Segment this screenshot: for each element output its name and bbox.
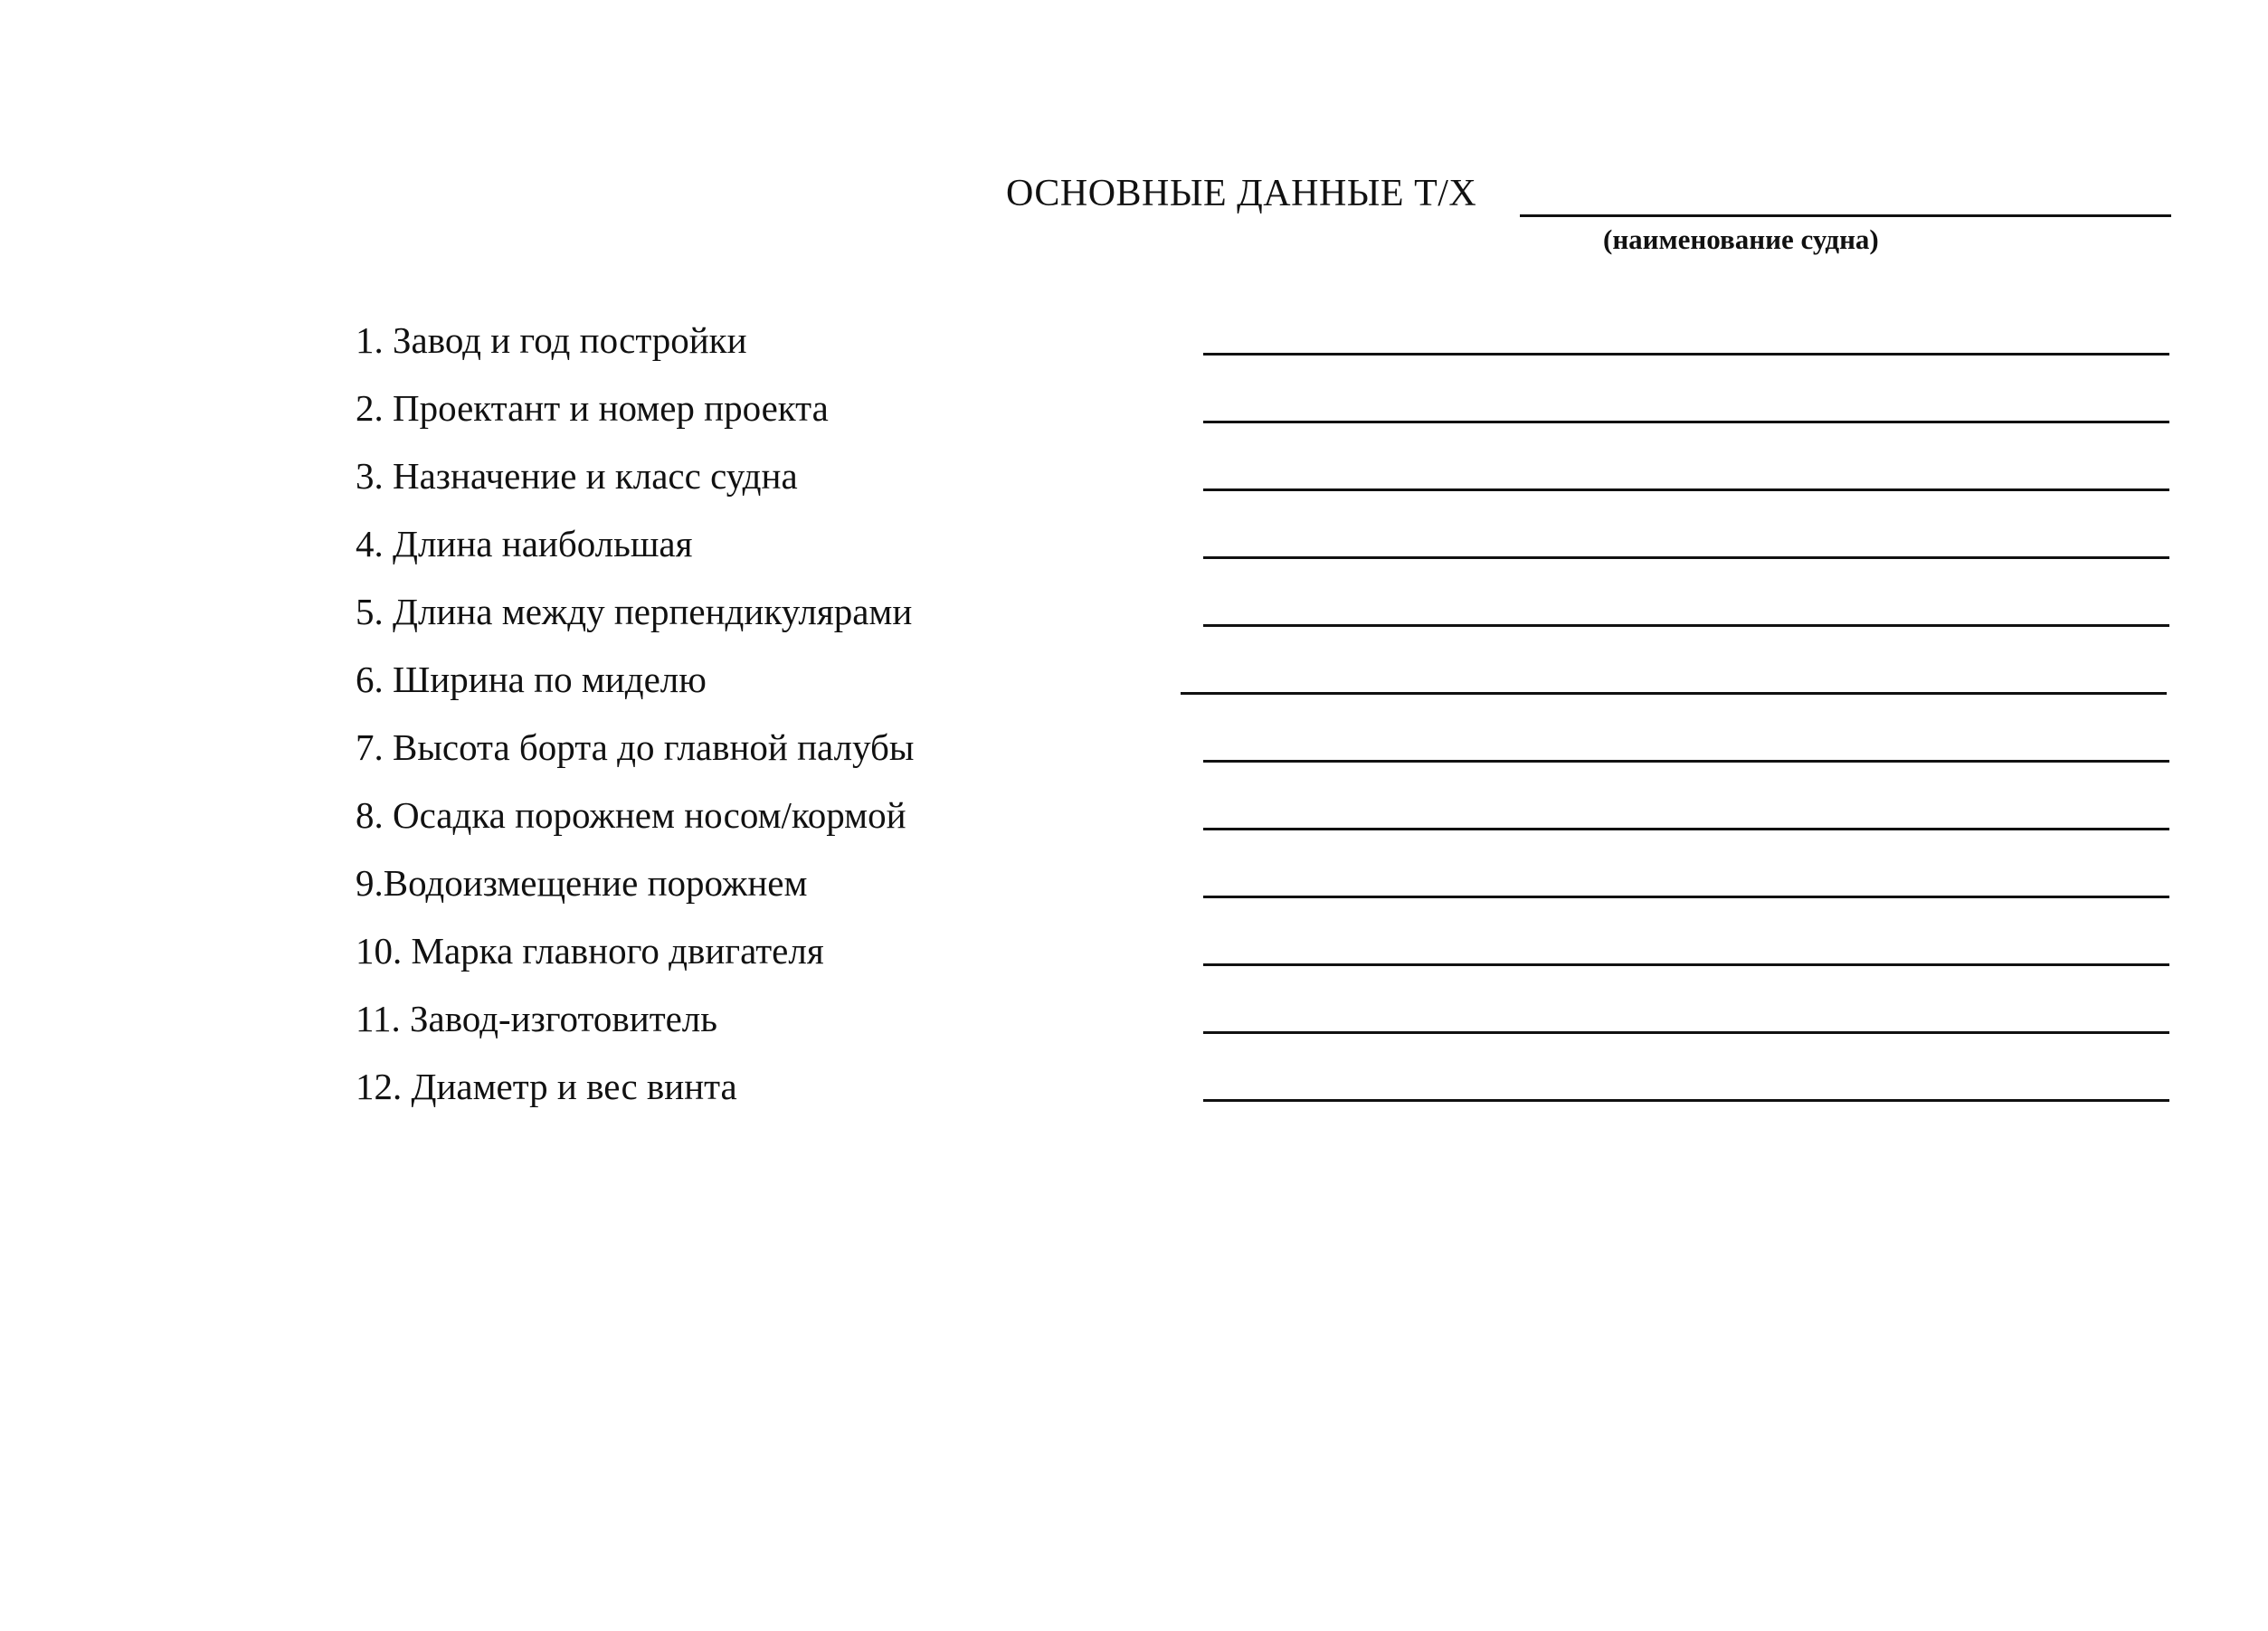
field-blank-line [1203,488,2169,491]
field-row [0,454,2268,508]
field-label: 1. Завод и год постройки [356,319,747,361]
field-label: 12. Диаметр и вес винта [356,1066,737,1107]
field-blank-line [1203,421,2169,423]
field-blank-line [1203,353,2169,356]
field-blank-line [1203,828,2169,830]
field-row [0,793,2268,848]
field-row [0,658,2268,712]
field-row [0,1065,2268,1119]
field-row [0,386,2268,441]
field-blank-line [1203,1031,2169,1034]
field-blank-line [1203,624,2169,627]
field-row [0,522,2268,576]
ship-name-blank-line [1520,214,2171,217]
field-blank-line [1203,963,2169,966]
page-title: ОСНОВНЫЕ ДАННЫЕ Т/Х [1006,173,1477,214]
field-row [0,590,2268,644]
field-row [0,997,2268,1051]
field-row [0,318,2268,373]
field-label: 7. Высота борта до главной палубы [356,726,915,768]
field-blank-line [1203,896,2169,898]
field-label: 6. Ширина по миделю [356,659,707,700]
field-label: 2. Проектант и номер проекта [356,387,829,429]
field-row [0,861,2268,915]
field-row [0,929,2268,983]
ship-name-caption: (наименование судна) [1603,223,1879,255]
field-label: 10. Марка главного двигателя [356,930,824,972]
field-blank-line [1203,1099,2169,1102]
field-label: 8. Осадка порожнем носом/кормой [356,794,906,836]
field-row [0,725,2268,780]
field-label: 11. Завод-изготовитель [356,998,717,1039]
field-blank-line [1203,760,2169,763]
field-label: 4. Длина наибольшая [356,523,693,564]
field-label: 9.Водоизмещение порожнем [356,862,808,904]
field-blank-line [1203,556,2169,559]
field-label: 5. Длина между перпендикулярами [356,591,913,632]
field-blank-line [1181,692,2167,695]
field-label: 3. Назначение и класс судна [356,455,798,497]
